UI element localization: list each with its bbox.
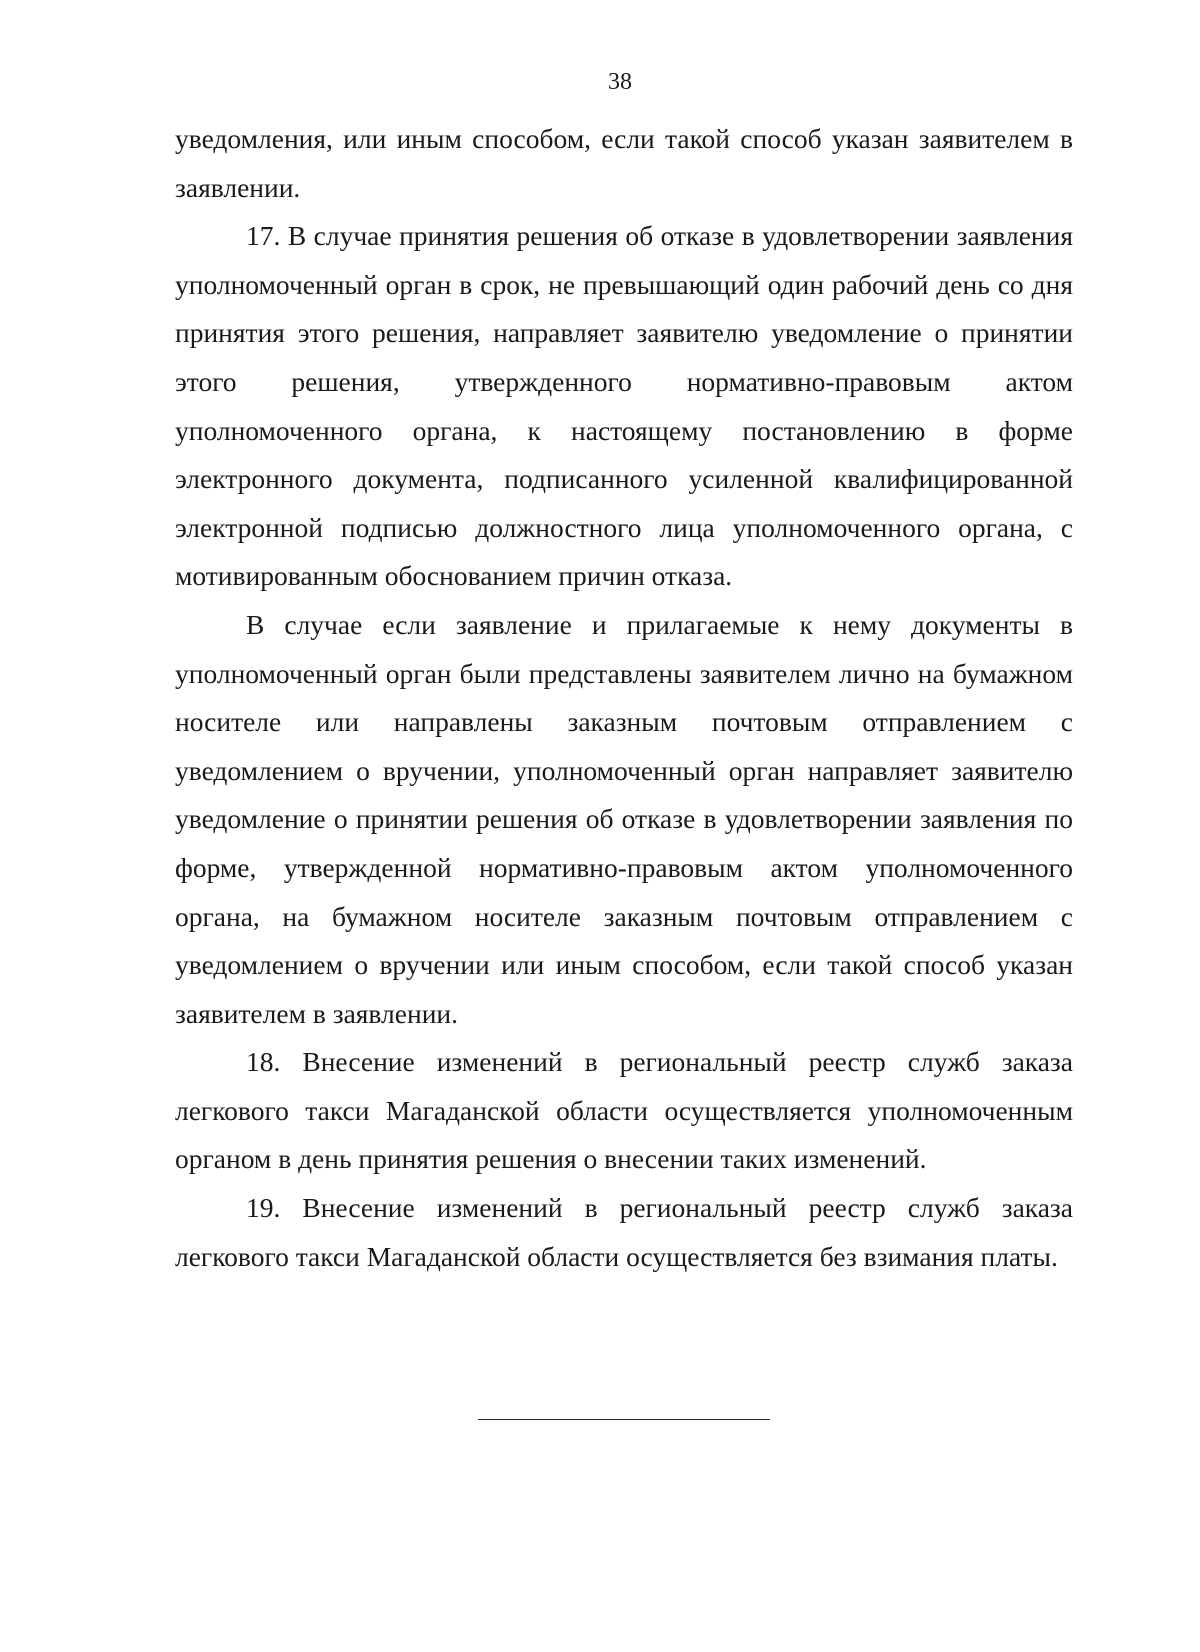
paragraph-clause-19: 19. Внесение изменений в региональный реестр служб заказа легкового такси Магаданской области осуществляется без взимания платы.	[175, 1192, 1073, 1272]
end-of-document-rule	[478, 1419, 770, 1420]
paragraph-clause-17: 17. В случае принятия решения об отказе в удовлетворении заявления уполномоченный орган в срок, не превышающий один рабочий день со дня принятия этого решения, направляет заявителю уведомление о принятии этого решения, утвержденного нормативно-правовым актом уполномоченного органа, к настоящему постановлению в форме электронного документа, подписанного усиленной квалифицированной электронной подписью должностного лица уполномоченного органа, с мотивированным обоснованием причин отказа.	[175, 220, 1073, 592]
paragraph-clause-17-paper: В случае если заявление и прилагаемые к нему документы в уполномоченный орган были представлены заявителем лично на бумажном носителе или направлены заказным почтовым отправлением с уведомлением о вручении, уполномоченный орган направляет заявителю уведомление о принятии решения об отказе в удовлетворении заявления по форме, утвержденной нормативно-правовым актом уполномоченного органа, на бумажном носителе заказным почтовым отправлением с уведомлением о вручении или иным способом, если такой способ указан заявителем в заявлении.	[175, 608, 1073, 1029]
paragraph-clause-18: 18. Внесение изменений в региональный реестр служб заказа легкового такси Магаданской области осуществляется уполномоченным органом в день принятия решения о внесении таких изменений.	[175, 1046, 1073, 1175]
page-number: 38	[608, 69, 632, 95]
document-body	[175, 115, 1073, 1281]
paragraph-continuation: уведомления, или иным способом, если такой способ указан заявителем в заявлении.	[175, 123, 1073, 203]
